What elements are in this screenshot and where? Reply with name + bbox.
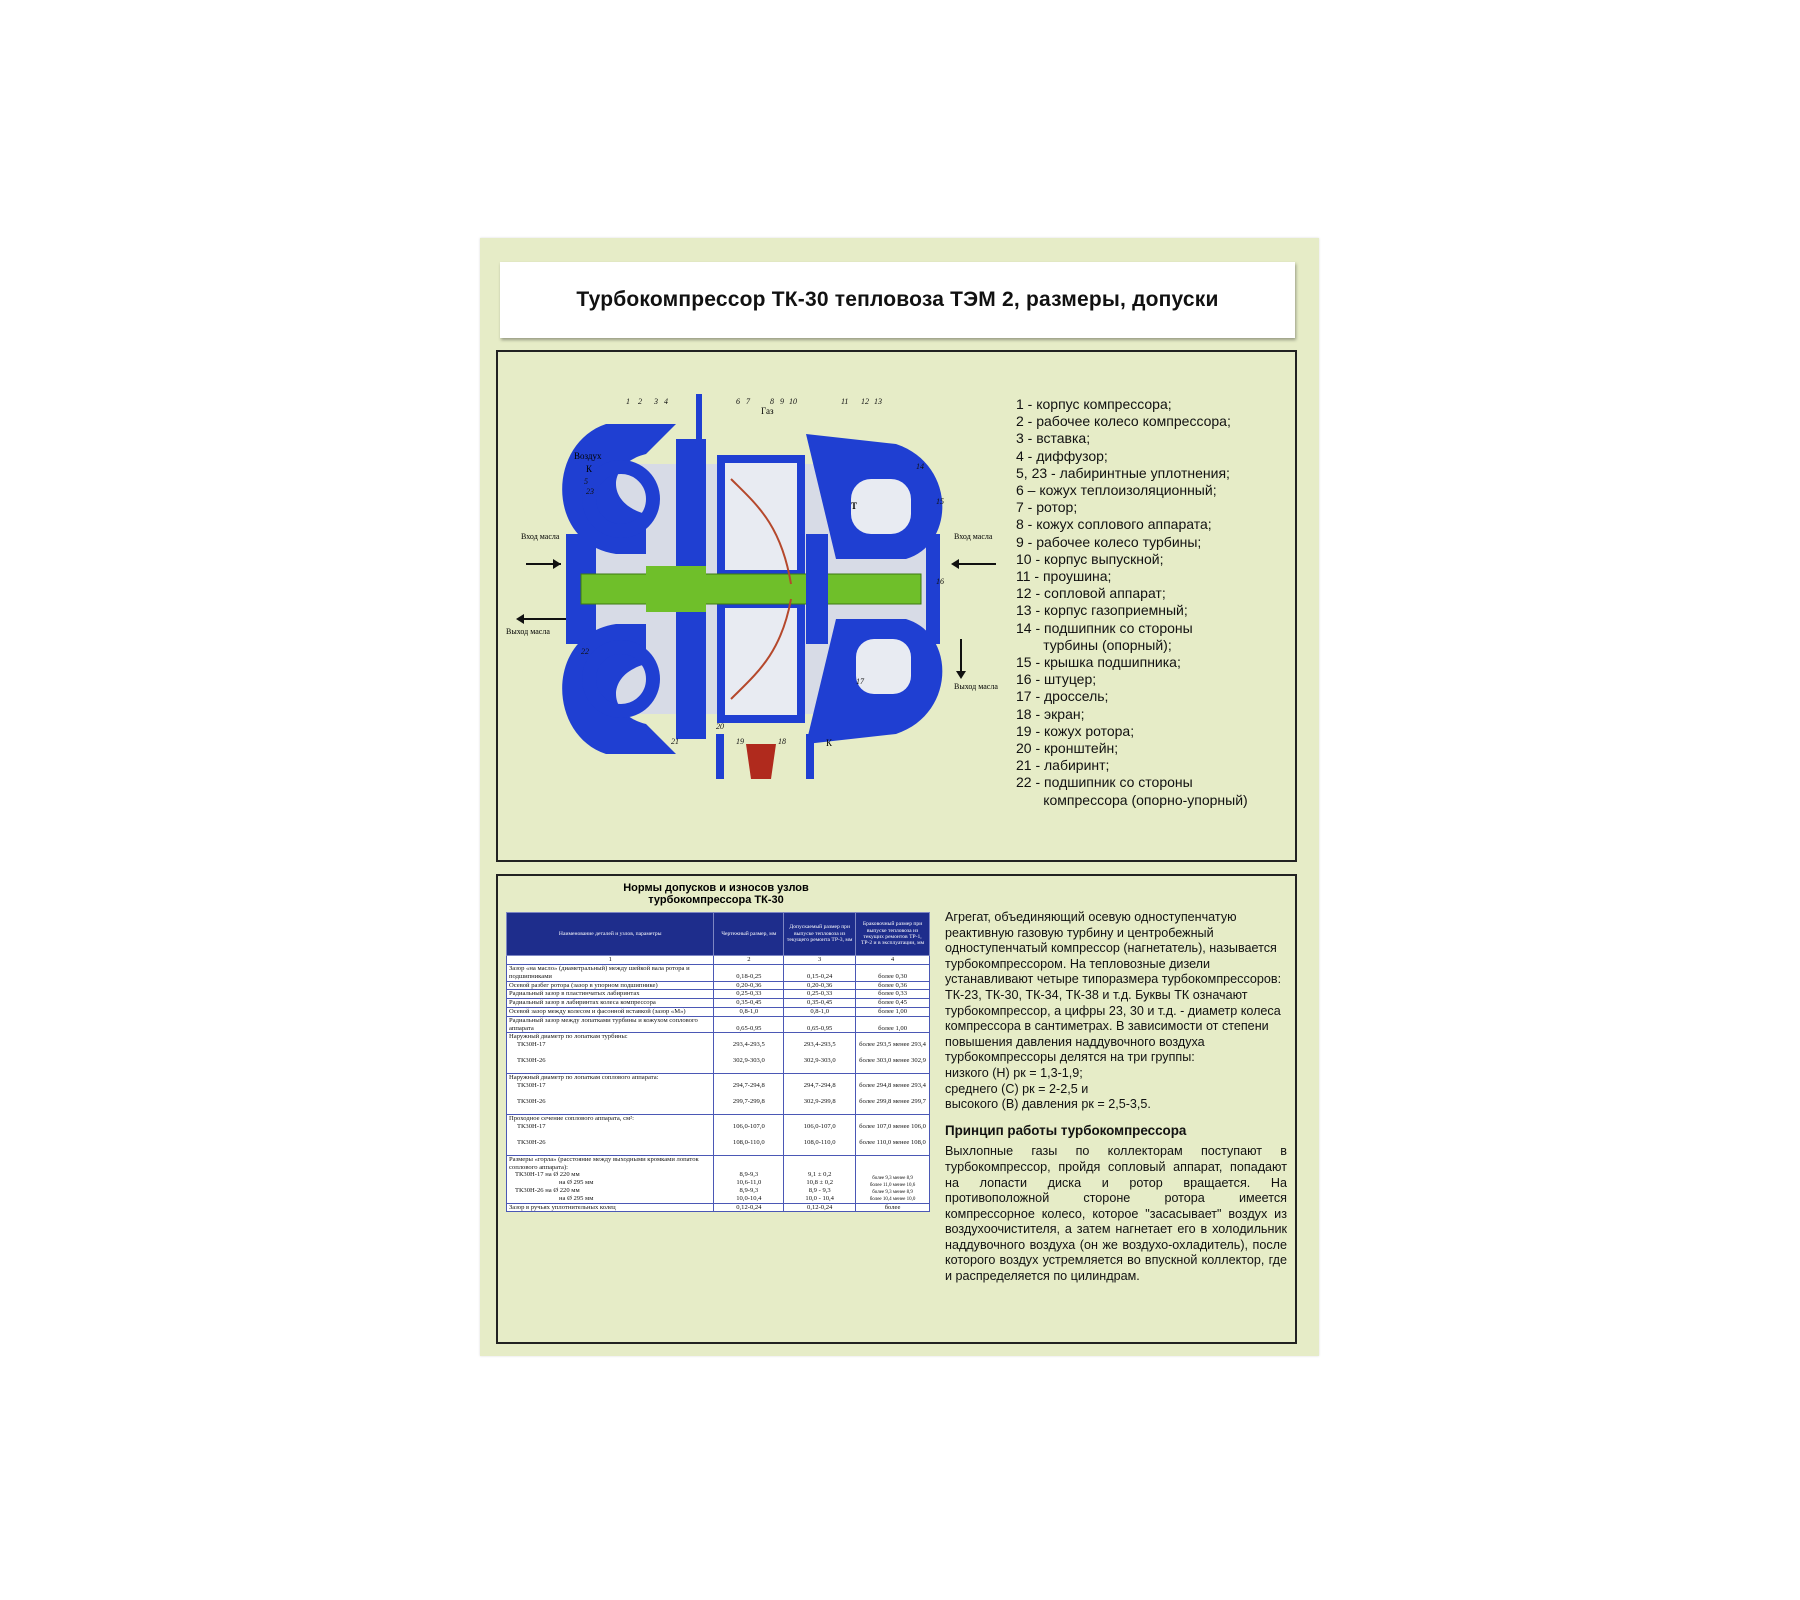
row-sub-name: ТК30Н-17 <box>517 1081 546 1089</box>
legend-item: 15 - крышка подшипника; <box>1016 654 1181 671</box>
cell-value: более 303,0 менее 302,9 <box>859 1057 926 1065</box>
table-row <box>507 990 930 999</box>
label-t: Т <box>851 501 858 511</box>
legend-item: 9 - рабочее колесо турбины; <box>1016 533 1202 550</box>
cell-value: 299,7-299,8 <box>732 1097 765 1105</box>
cell-allowed: 0,15-0,24 <box>784 965 856 982</box>
row-group-title: Наружный диаметр по лопаткам соплового аппарата: <box>509 1074 659 1082</box>
row-sub-name: ТК30Н-17 на Ø 220 мм <box>515 1171 580 1179</box>
oil-out-arrowhead-right <box>956 671 966 679</box>
legend-item: 17 - дроссель; <box>1016 688 1109 705</box>
pressure-mid: среднего (С) рк = 2-2,5 и <box>945 1081 1089 1096</box>
cell-drawing: 0,12-0,24 <box>714 1203 784 1212</box>
legend-item: компрессора (опорно-упорный) <box>1016 791 1248 808</box>
label-oil-out-right: Выход масла <box>954 682 998 691</box>
table-row <box>507 1033 930 1074</box>
cell-allowed: 0,35-0,45 <box>784 999 856 1008</box>
legend-item: 3 - вставка; <box>1016 430 1091 447</box>
cell-reject: более <box>856 1203 930 1212</box>
legend-item: 11 - проушина; <box>1016 568 1112 585</box>
table-row <box>507 965 930 982</box>
table-row <box>507 999 930 1008</box>
label-oil-in-left: Вход масла <box>521 532 560 541</box>
legend-item: 10 - корпус выпускной; <box>1016 550 1164 567</box>
cell-value: более 10,4 менее 10,0 <box>869 1196 916 1202</box>
legend-item: 4 - диффузор; <box>1016 447 1108 464</box>
bearing-cover-right <box>926 534 940 644</box>
row-name: Радиальный зазор в пластинчатых лабиринтах <box>507 990 714 999</box>
cell-drawing: 0,8-1,0 <box>714 1007 784 1016</box>
cell-value: 302,9-303,0 <box>803 1057 836 1065</box>
part-number: 18 <box>778 737 786 746</box>
cell-reject: более 1,00 <box>856 1016 930 1033</box>
row-group-title: Проходное сечение соплового аппарата, см²: <box>509 1114 634 1122</box>
part-number: 20 <box>716 722 724 731</box>
table-header: Браковочный размер при выпуске тепловоза из текущих ремонтов ТР-1, ТР-2 и в эксплуатации, мм <box>856 913 930 956</box>
label-oil-in-right: Вход масла <box>954 532 993 541</box>
poster <box>480 238 1319 1356</box>
table-row <box>507 1155 930 1203</box>
legend-item: 13 - корпус газоприемный; <box>1016 602 1188 619</box>
cell-value: более 9,3 менее 8,9 <box>872 1189 913 1195</box>
part-number: 19 <box>736 737 744 746</box>
part-number: 21 <box>671 737 679 746</box>
oil-out-arrowhead-left <box>516 614 524 624</box>
legend-item: 16 - штуцер; <box>1016 671 1097 688</box>
cell-reject <box>856 1155 930 1203</box>
column-number: 1 <box>507 956 714 965</box>
cell-allowed: 0,8-1,0 <box>784 1007 856 1016</box>
cell-value: 10,0 - 10,4 <box>805 1194 834 1202</box>
table-header: Наименование деталей и узлов, параметры <box>507 913 714 956</box>
cell-drawing <box>714 1155 784 1203</box>
part-number: 17 <box>856 677 864 686</box>
label-vozduh: Воздух <box>574 451 602 461</box>
cell-value: более 9,3 менее 8,9 <box>872 1175 913 1181</box>
cell-drawing: 0,18-0,25 <box>714 965 784 982</box>
cell-drawing <box>714 1033 784 1074</box>
cell-value: 8,9 - 9,3 <box>808 1186 831 1194</box>
table-header: Чертежный размер, мм <box>714 913 784 956</box>
diagram-panel <box>496 350 1297 862</box>
norms-table <box>506 912 930 1212</box>
legend-item: 20 - кронштейн; <box>1016 740 1119 757</box>
part-number: 2 <box>638 397 642 406</box>
cell-value: 294,7-294,8 <box>803 1081 836 1089</box>
row-sub-name: ТК30Н-26 <box>517 1097 546 1105</box>
cell-value: 8,9-9,3 <box>739 1186 759 1194</box>
column-number: 4 <box>856 956 930 965</box>
gas-channel-bottom <box>856 639 911 694</box>
table-header: Допускаемый размер при выпуске тепловоза из текущего ремонта ТР-3, мм <box>784 913 856 956</box>
cell-value: 10,8 ± 0,2 <box>806 1179 834 1187</box>
pressure-high: высокого (В) давления рк = 2,5-3,5. <box>945 1097 1151 1112</box>
row-sub-name: на Ø 295 мм <box>559 1194 594 1202</box>
norms-panel <box>496 874 1297 1344</box>
turbine-wheel <box>806 534 828 644</box>
cell-allowed: 0,65-0,95 <box>784 1016 856 1033</box>
column-number: 2 <box>714 956 784 965</box>
cell-reject <box>856 1074 930 1115</box>
part-number: 10 <box>789 397 797 406</box>
legend-item: 14 - подшипник со стороны <box>1016 619 1193 636</box>
cell-value: более 294,8 менее 293,4 <box>859 1081 926 1089</box>
principle-heading: Принцип работы турбокомпрессора <box>945 1122 1187 1138</box>
cell-value: 302,9-299,8 <box>803 1097 836 1105</box>
cell-value: 9,1 ± 0,2 <box>807 1171 832 1179</box>
description <box>945 910 1287 1285</box>
cell-reject: более 0,36 <box>856 981 930 990</box>
cell-reject: более 0,33 <box>856 990 930 999</box>
part-number: 4 <box>664 397 668 406</box>
part-number: 8 <box>770 397 774 406</box>
row-sub-name: ТК30Н-26 <box>517 1057 546 1065</box>
inner-cavity-top <box>721 459 801 574</box>
table-title-line: турбокомпрессора ТК-30 <box>648 894 784 906</box>
part-number: 3 <box>654 397 658 406</box>
intro-text: Агрегат, объединяющий осевую одноступенчатую реактивную газовую турбину и центробежный одноступенчатый компрессор (нагнетатель), называется турбокомпрессором. На тепловозные дизели устанавливают четыре типоразмера турбокомпрессоров: ТК-23, ТК-30, ТК-34, ТК-38 и т.д. Буквы ТК означают турбокомпрессор, а цифры 23, 30 и т.д. - диаметр колеса компрессора в сантиметрах. В зависимости от степени повышения давления наддувочного воздуха турбокомпрессоры делятся на три группы: <box>945 910 1282 1065</box>
row-sub-name: ТК30Н-17 <box>517 1122 546 1130</box>
legend-item: 22 - подшипник со стороны <box>1016 774 1193 791</box>
legend-item: 5, 23 - лабиринтные уплотнения; <box>1016 464 1230 481</box>
turbocharger-diagram <box>506 384 1001 794</box>
lifting-eye <box>696 394 702 439</box>
cell-value: более 107,0 менее 106,0 <box>859 1122 926 1130</box>
cell-drawing: 0,20-0,36 <box>714 981 784 990</box>
legend-item: 8 - кожух соплового аппарата; <box>1016 516 1212 533</box>
oil-in-arrowhead-right <box>951 559 959 569</box>
row-sub-name: ТК30Н-17 <box>517 1041 546 1049</box>
parts-legend <box>1016 396 1296 809</box>
row-name <box>507 1114 714 1155</box>
row-name <box>507 1074 714 1115</box>
row-name <box>507 1155 714 1203</box>
cell-reject: более 0,45 <box>856 999 930 1008</box>
title-box <box>500 262 1295 338</box>
cell-value: 293,4-293,5 <box>803 1041 836 1049</box>
inner-cavity-bottom <box>721 604 801 719</box>
part-number: 11 <box>841 397 849 406</box>
row-name: Радиальный зазор в лабиринтах колеса компрессора <box>507 999 714 1008</box>
cell-drawing: 0,65-0,95 <box>714 1016 784 1033</box>
principle-text: Выхлопные газы по коллекторам поступают в турбокомпрессор, пройдя сопловый аппарат, попадают на лопасти диска и ротор вращается. На противоположной стороне ротора имеется компрессорное колесо, которое "засасывает" воздух из воздухоочистителя, а затем нагнетает его в холодильник наддувочного воздуха (он же воздухо-охладитель), после которого воздух устремляется во впускной коллектор, где и распределяется по цилиндрам. <box>945 1144 1287 1284</box>
row-name: Зазор «на масло» (диаметральный) между шейкой вала ротора и подшипниками <box>507 965 714 982</box>
row-name: Осевой разбег ротора (зазор в упорном подшипнике) <box>507 981 714 990</box>
cell-reject: более 0,30 <box>856 965 930 982</box>
cell-value: более 299,8 менее 299,7 <box>859 1097 926 1105</box>
cell-allowed <box>784 1074 856 1115</box>
legend-item: 12 - сопловой аппарат; <box>1016 585 1166 602</box>
table-row <box>507 1074 930 1115</box>
table-row <box>507 1016 930 1033</box>
part-number: 1 <box>626 397 630 406</box>
cell-drawing: 0,35-0,45 <box>714 999 784 1008</box>
label-gaz: Газ <box>761 406 774 416</box>
cell-drawing <box>714 1114 784 1155</box>
cell-allowed <box>784 1155 856 1203</box>
cell-value: 10,6-11,0 <box>736 1179 762 1187</box>
bracket-right <box>806 734 814 779</box>
label-k2: К <box>826 738 833 748</box>
part-number: 5 <box>584 477 588 486</box>
cell-value: 10,0-10,4 <box>736 1194 762 1202</box>
row-sub-name: на Ø 295 мм <box>559 1179 594 1187</box>
part-number: 7 <box>746 397 750 406</box>
column-number: 3 <box>784 956 856 965</box>
cell-drawing: 0,25-0,33 <box>714 990 784 999</box>
cell-reject: более 1,00 <box>856 1007 930 1016</box>
legend-item: 2 - рабочее колесо компрессора; <box>1016 413 1231 430</box>
part-number: 23 <box>586 487 594 496</box>
part-number: 16 <box>936 577 944 586</box>
cell-allowed <box>784 1114 856 1155</box>
cell-value: более 293,5 менее 293,4 <box>859 1041 926 1049</box>
cell-value: 108,0-110,0 <box>733 1138 765 1146</box>
cell-allowed: 0,12-0,24 <box>784 1203 856 1212</box>
page-title: Турбокомпрессор ТК-30 тепловоза ТЭМ 2, размеры, допуски <box>576 288 1219 311</box>
bearing-red-part <box>746 744 776 779</box>
cell-allowed <box>784 1033 856 1074</box>
cell-value: 108,0-110,0 <box>803 1138 836 1146</box>
row-group-title: Наружный диаметр по лопаткам турбины: <box>509 1033 628 1041</box>
bracket-left <box>716 734 724 779</box>
legend-item: 7 - ротор; <box>1016 499 1078 516</box>
legend-item: 19 - кожух ротора; <box>1016 722 1135 739</box>
cell-value: более 11,0 менее 10,6 <box>869 1182 916 1188</box>
cell-value: 8,9-9,3 <box>739 1171 759 1179</box>
legend-item: 18 - экран; <box>1016 705 1085 722</box>
part-number: 12 <box>861 397 869 406</box>
legend-item: 1 - корпус компрессора; <box>1016 396 1172 412</box>
cell-value: 106,0-107,0 <box>732 1122 765 1130</box>
legend-item: турбины (опорный); <box>1016 636 1172 653</box>
part-number: 15 <box>936 497 944 506</box>
part-number: 13 <box>874 397 882 406</box>
cell-value: 302,9-303,0 <box>732 1057 765 1065</box>
compressor-wheel-hub <box>646 566 706 612</box>
cell-value: 293,4-293,5 <box>732 1041 765 1049</box>
row-group-title: Размеры «горла» (расстояние между выходными кромками лопаток соплового аппарата): <box>509 1155 699 1171</box>
table-row <box>507 1114 930 1155</box>
cell-allowed: 0,20-0,36 <box>784 981 856 990</box>
cell-drawing <box>714 1074 784 1115</box>
row-sub-name: ТК30Н-26 <box>517 1138 546 1146</box>
row-sub-name: ТК30Н-26 на Ø 220 мм <box>515 1186 580 1194</box>
part-number: 22 <box>581 647 589 656</box>
row-name: Радиальный зазор между лопатками турбины и кожухом соплового аппарата <box>507 1016 714 1033</box>
part-number: 9 <box>780 397 784 406</box>
row-name: Зазор в ручьях уплотнительных колец <box>507 1203 714 1212</box>
rotor-shaft <box>581 574 921 604</box>
gas-channel-top <box>851 479 911 534</box>
part-number: 14 <box>916 462 924 471</box>
label-k: К <box>586 464 593 474</box>
legend-item: 6 – кожух теплоизоляционный; <box>1016 482 1217 499</box>
row-name: Осевой зазор между колесом и фасонной вставкой (зазор «М») <box>507 1007 714 1016</box>
pressure-low: низкого (Н) рк = 1,3-1,9; <box>945 1065 1083 1080</box>
table-row <box>507 1203 930 1212</box>
cell-value: 294,7-294,8 <box>732 1081 765 1089</box>
part-number: 6 <box>736 397 740 406</box>
oil-in-arrowhead-left <box>553 559 561 569</box>
cell-reject <box>856 1114 930 1155</box>
table-row <box>507 1007 930 1016</box>
cell-allowed: 0,25-0,33 <box>784 990 856 999</box>
row-name <box>507 1033 714 1074</box>
cell-reject <box>856 1033 930 1074</box>
table-title <box>506 882 926 906</box>
table-row <box>507 981 930 990</box>
label-oil-out-left: Выход масла <box>506 627 550 636</box>
cell-value: более 110,0 менее 108,0 <box>859 1138 926 1146</box>
cell-value: 106,0-107,0 <box>803 1122 836 1130</box>
table-title-line: Нормы допусков и износов узлов <box>623 882 809 894</box>
legend-item: 21 - лабиринт; <box>1016 757 1110 774</box>
